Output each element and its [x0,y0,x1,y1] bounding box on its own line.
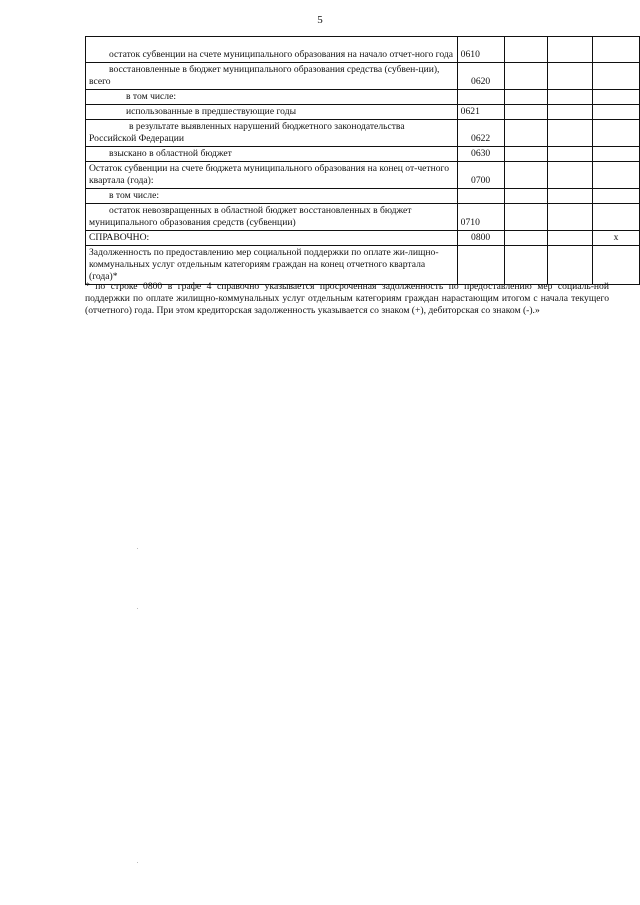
table-row [86,246,640,285]
cell-value [504,37,548,63]
cell-value [504,63,548,90]
cell-value [504,120,548,147]
cell-value [504,147,548,162]
table-row [86,105,640,120]
cell-value [548,231,593,246]
table-row [86,90,640,105]
row-code: 0700 [457,162,504,189]
table-row [86,147,640,162]
row-code: 0630 [457,147,504,162]
cell-value [504,162,548,189]
cell-value [504,231,548,246]
table-row [86,63,640,90]
row-code: 0610 [457,37,504,63]
row-label: в результате выявленных нарушений бюджетного законодательства Российской Федерации [86,120,458,147]
scan-speck [137,608,138,609]
cell-value [592,162,639,189]
table-row [86,231,640,246]
row-label: остаток невозвращенных в областной бюджет восстановленных в бюджет муниципального образования средств (субвенции) [86,204,458,231]
row-label: СПРАВОЧНО: [86,231,458,246]
row-label: Задолженность по предоставлению мер социальной поддержки по оплате жи-лищно-коммунальных услуг отдельным категориям граждан на конец отчетного квартала (года)* [86,246,458,285]
footnote: * по строке 0800 в графе 4 справочно указывается просроченная задолженность по предоставлению мер социаль-ной поддержки по оплате жилищно-коммунальных услуг отдельным категориям граждан нарастающим итогом с начала текущего (отчетного) года. При этом кредиторская задолженность указывается со знаком (+), дебиторская со знаком (-).» [85,281,609,317]
row-code: 0620 [457,63,504,90]
cell-value [548,37,593,63]
scan-speck [137,862,138,863]
cell-value [592,204,639,231]
row-label: Остаток субвенции на счете бюджета муниципального образования на конец от-четного квартала (года): [86,162,458,189]
page-number: 5 [317,14,323,26]
table-row [86,162,640,189]
row-label: восстановленные в бюджет муниципального образования средства (субвен-ции), всего [86,63,458,90]
cell-value [548,63,593,90]
cell-value: х [592,231,639,246]
cell-value [504,189,548,204]
cell-value [592,120,639,147]
scan-speck [137,548,138,549]
row-code [457,246,504,285]
cell-value [548,246,593,285]
cell-value [548,189,593,204]
row-code: 0622 [457,120,504,147]
cell-value [504,246,548,285]
table-row [86,120,640,147]
cell-value [592,246,639,285]
cell-value [504,105,548,120]
row-label: в том числе: [86,90,458,105]
table-row [86,189,640,204]
cell-value [548,204,593,231]
cell-value [504,204,548,231]
row-label: взыскано в областной бюджет [86,147,458,162]
row-code [457,189,504,204]
cell-value [548,120,593,147]
report-table [85,36,640,285]
row-code: 0710 [457,204,504,231]
cell-value [548,105,593,120]
cell-value [592,63,639,90]
row-code [457,90,504,105]
row-code: 0621 [457,105,504,120]
cell-value [592,37,639,63]
cell-value [548,90,593,105]
cell-value [592,147,639,162]
table-row [86,37,640,63]
row-label: в том числе: [86,189,458,204]
row-label: остаток субвенции на счете муниципального образования на начало отчет-ного года [86,37,458,63]
row-code: 0800 [457,231,504,246]
row-label: использованные в предшествующие годы [86,105,458,120]
cell-value [592,189,639,204]
cell-value [592,90,639,105]
cell-value [592,105,639,120]
table-row [86,204,640,231]
cell-value [504,90,548,105]
cell-value [548,162,593,189]
cell-value [548,147,593,162]
